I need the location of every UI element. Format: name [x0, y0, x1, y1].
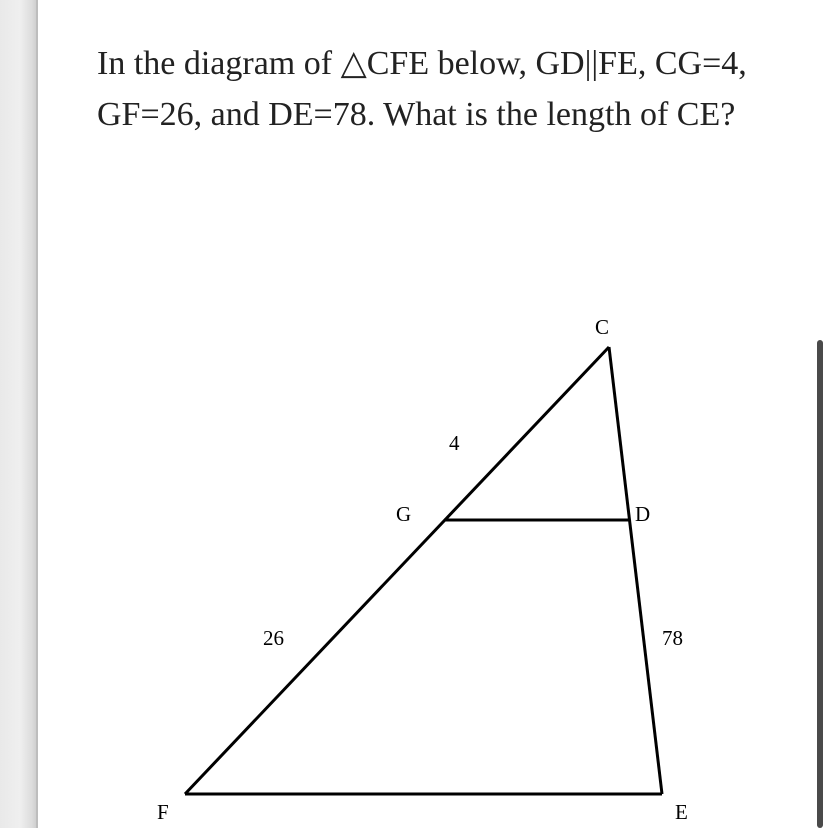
vertex-label-d: D — [635, 502, 651, 526]
segment-label-cg: 4 — [449, 431, 460, 455]
vertex-label-f: F — [157, 800, 169, 824]
question-text: In the diagram of △CFE below, GD||FE, CG=4, GF=26, and DE=78. What is the length of CE? — [97, 45, 747, 133]
segment-ce — [609, 347, 662, 794]
segment-cf — [185, 347, 609, 794]
segment-label-de: 78 — [662, 626, 683, 650]
scrollbar[interactable] — [817, 340, 823, 828]
vertex-label-e: E — [675, 800, 688, 824]
vertex-label-c: C — [595, 315, 610, 339]
segment-label-gf: 26 — [263, 626, 284, 650]
vertex-label-g: G — [396, 502, 412, 526]
